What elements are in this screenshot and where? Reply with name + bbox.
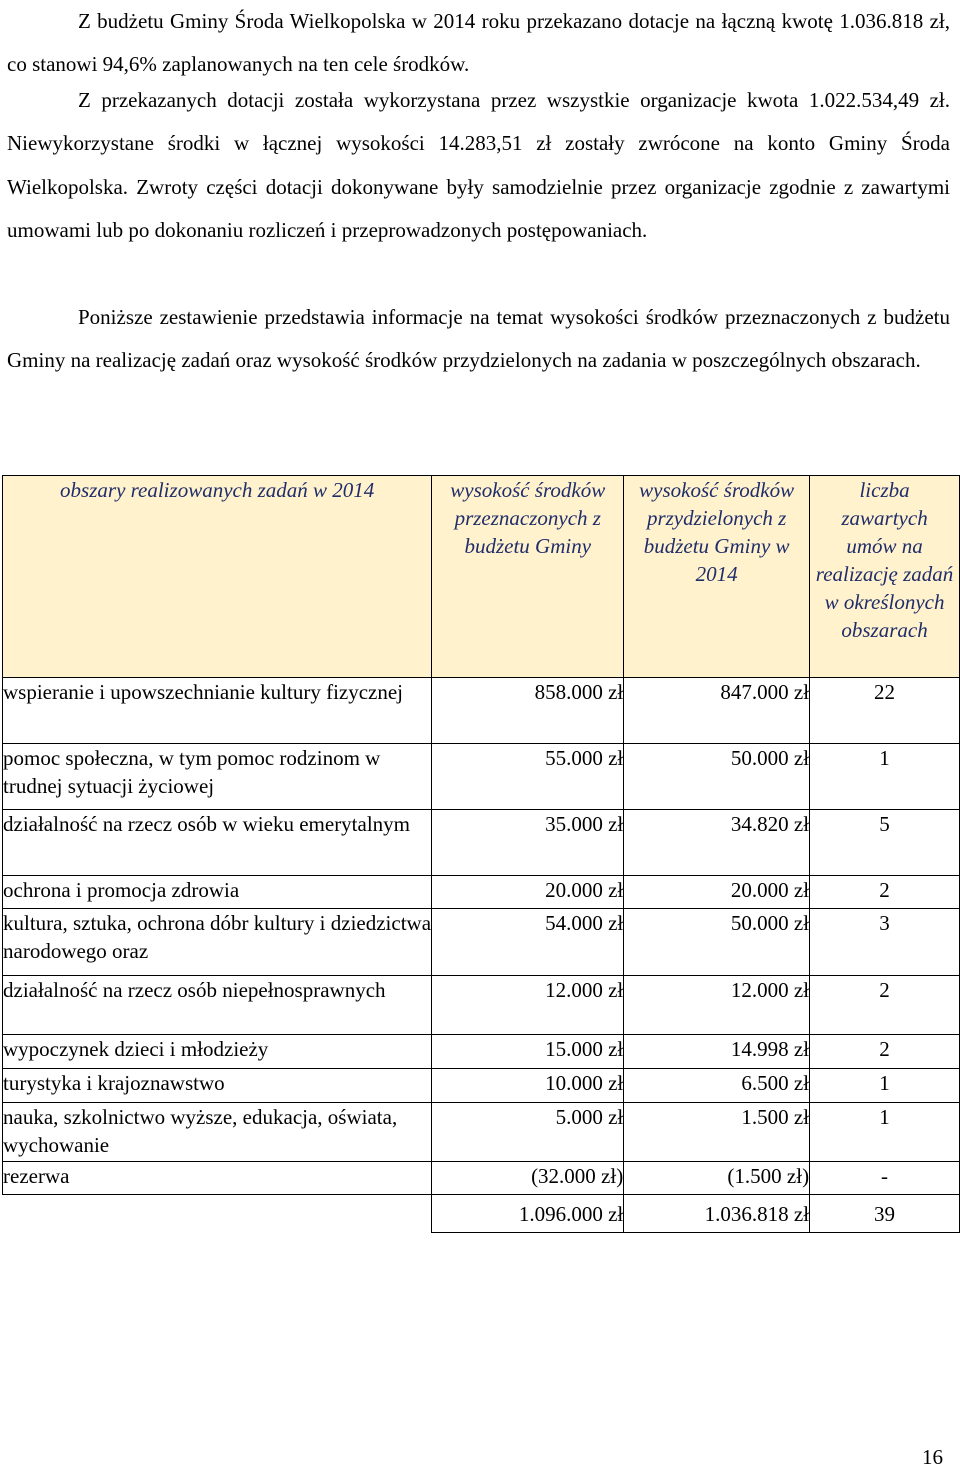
header-planned: wysokość środków przeznaczonych z budżetu Gminy [432,476,624,678]
row-planned: 12.000 zł [432,976,624,1035]
header-area: obszary realizowanych zadań w 2014 [3,476,432,678]
row-planned: 54.000 zł [432,909,624,976]
row-allocated: 6.500 zł [624,1069,810,1103]
row-contracts: 1 [810,1103,960,1162]
table-row [3,1162,960,1195]
total-allocated: 1.036.818 zł [624,1195,810,1233]
row-allocated: (1.500 zł) [624,1162,810,1195]
row-area: wspieranie i upowszechnianie kultury fizycznej [3,678,432,744]
row-planned: 20.000 zł [432,876,624,909]
row-allocated: 20.000 zł [624,876,810,909]
table-row [3,678,960,744]
total-contracts: 39 [810,1195,960,1233]
table-total-row [3,1195,960,1233]
row-allocated: 847.000 zł [624,678,810,744]
row-contracts: 22 [810,678,960,744]
row-area: działalność na rzecz osób niepełnosprawnych [3,976,432,1035]
intro-paragraph: Z budżetu Gminy Środa Wielkopolska w 2014 roku przekazano dotacje na łączną kwotę 1.036.818 zł, co stanowi 94,6% zaplanowanych na ten cele środków. [7,9,950,77]
row-allocated: 50.000 zł [624,909,810,976]
row-allocated: 1.500 zł [624,1103,810,1162]
row-allocated: 12.000 zł [624,976,810,1035]
row-allocated: 50.000 zł [624,744,810,810]
row-contracts: 3 [810,909,960,976]
row-contracts: 2 [810,976,960,1035]
grants-table [2,475,960,1233]
row-planned: 55.000 zł [432,744,624,810]
row-area: pomoc społeczna, w tym pomoc rodzinom w trudnej sytuacji życiowej [3,744,432,810]
row-planned: 5.000 zł [432,1103,624,1162]
table-row [3,876,960,909]
returns-paragraph: Z przekazanych dotacji została wykorzystana przez wszystkie organizacje kwota 1.022.534,49 zł. Niewykorzystane środki w łącznej wysokości 14.283,51 zł zostały zwrócone na konto Gminy Środa Wielkopolska. Zwroty części dotacji dokonywane były samodzielnie przez organizacje zgodnie z zawartymi umowami lub po dokonaniu rozliczeń i przeprowadzonych postępowaniach. [7,88,950,242]
row-contracts: 2 [810,876,960,909]
header-contracts: liczba zawartych umów na realizację zadań w określonych obszarach [810,476,960,678]
row-area: wypoczynek dzieci i młodzieży [3,1035,432,1069]
header-allocated: wysokość środków przydzielonych z budżetu Gminy w 2014 [624,476,810,678]
total-planned: 1.096.000 zł [432,1195,624,1233]
page-number: 16 [922,1445,943,1469]
row-planned: 35.000 zł [432,810,624,876]
table-header-row [3,476,960,678]
table-row [3,976,960,1035]
row-area: kultura, sztuka, ochrona dóbr kultury i dziedzictwa narodowego oraz [3,909,432,976]
table-row [3,1103,960,1162]
row-area: turystyka i krajoznawstwo [3,1069,432,1103]
row-allocated: 14.998 zł [624,1035,810,1069]
row-planned: 858.000 zł [432,678,624,744]
row-contracts: 5 [810,810,960,876]
row-area: działalność na rzecz osób w wieku emerytalnym [3,810,432,876]
table-row [3,744,960,810]
table-row [3,1035,960,1069]
row-area: rezerwa [3,1162,432,1195]
row-area: nauka, szkolnictwo wyższe, edukacja, oświata, wychowanie [3,1103,432,1162]
row-allocated: 34.820 zł [624,810,810,876]
row-contracts: 2 [810,1035,960,1069]
row-contracts: - [810,1162,960,1195]
row-area: ochrona i promocja zdrowia [3,876,432,909]
summary-paragraph: Poniższe zestawienie przedstawia informacje na temat wysokości środków przeznaczonych z budżetu Gminy na realizację zadań oraz wysokość środków przydzielonych na zadania w poszczególnych obszarach. [7,305,950,373]
table-row [3,909,960,976]
table-row [3,810,960,876]
total-area [3,1195,432,1233]
table-row [3,1069,960,1103]
row-contracts: 1 [810,1069,960,1103]
row-planned: 10.000 zł [432,1069,624,1103]
row-planned: (32.000 zł) [432,1162,624,1195]
row-planned: 15.000 zł [432,1035,624,1069]
row-contracts: 1 [810,744,960,810]
